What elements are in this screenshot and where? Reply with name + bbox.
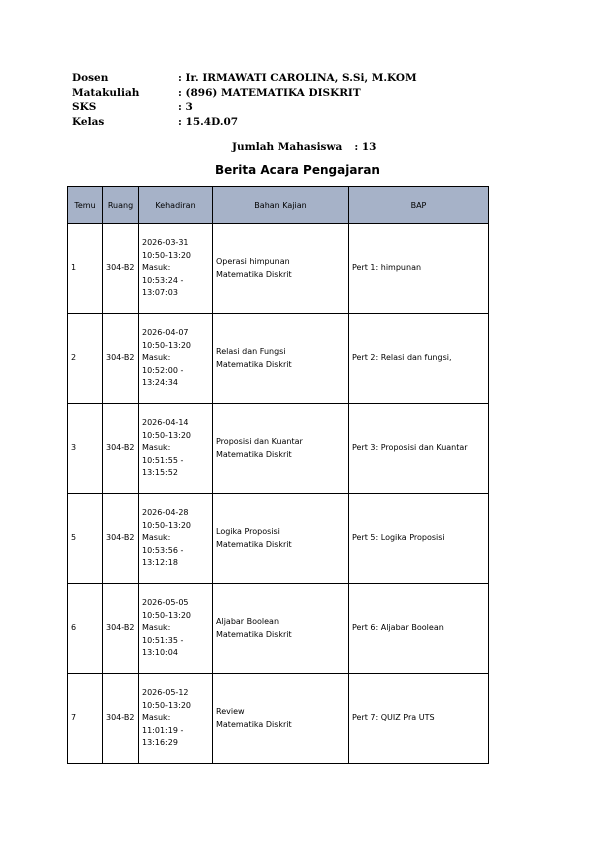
ruang-cell: 304-B2	[103, 674, 139, 764]
jumlah-mahasiswa	[232, 141, 376, 153]
dosen-row	[72, 71, 417, 86]
matakuliah-label: Matakuliah	[72, 86, 140, 99]
bahan-kajian-course: Matematika Diskrit	[216, 539, 292, 549]
kehadiran-date: 2026-04-14	[142, 418, 189, 428]
kehadiran-date: 2026-03-31	[142, 238, 189, 248]
table-row	[68, 494, 489, 584]
kehadiran-masuk-time: 10:53:24 - 13:07:03	[142, 275, 184, 298]
kehadiran-masuk-label: Masuk:	[142, 263, 171, 273]
header-bap: BAP	[349, 187, 489, 224]
bap-cell: Pert 5: Logika Proposisi	[349, 494, 489, 584]
table-row	[68, 314, 489, 404]
bahan-kajian-topic: Review	[216, 707, 245, 716]
temu-cell: 3	[68, 404, 103, 494]
kelas-value: : 15.4D.07	[178, 115, 239, 128]
bahan-kajian-course: Matematika Diskrit	[216, 449, 292, 459]
page-title: Berita Acara Pengajaran	[215, 163, 380, 177]
ruang-cell: 304-B2	[103, 224, 139, 314]
jumlah-label: Jumlah Mahasiswa	[232, 141, 343, 153]
kehadiran-time: 10:50-13:20	[142, 520, 191, 530]
kehadiran-time: 10:50-13:20	[142, 700, 191, 710]
kehadiran-cell	[139, 674, 213, 764]
bahan-kajian-topic: Aljabar Boolean	[216, 617, 280, 626]
ruang-cell: 304-B2	[103, 314, 139, 404]
ruang-cell: 304-B2	[103, 494, 139, 584]
kehadiran-masuk-label: Masuk:	[142, 713, 171, 723]
kehadiran-time: 10:50-13:20	[142, 610, 191, 620]
sks-label: SKS	[72, 101, 97, 113]
bahan-kajian-topic: Operasi himpunan	[216, 257, 290, 266]
kehadiran-time: 10:50-13:20	[142, 250, 191, 260]
bahan-kajian-cell	[213, 404, 349, 494]
kelas-row	[72, 115, 417, 130]
bap-cell: Pert 6: Aljabar Boolean	[349, 584, 489, 674]
bahan-kajian-topic: Relasi dan Fungsi	[216, 347, 286, 356]
header-temu: Temu	[68, 187, 103, 224]
kelas-label: Kelas	[72, 115, 105, 128]
kehadiran-time: 10:50-13:20	[142, 340, 191, 350]
kehadiran-masuk-time: 10:52:00 - 13:24:34	[142, 365, 184, 388]
bap-cell: Pert 2: Relasi dan fungsi,	[349, 314, 489, 404]
kehadiran-cell	[139, 224, 213, 314]
bap-cell: Pert 3: Proposisi dan Kuantar	[349, 404, 489, 494]
bap-cell: Pert 7: QUIZ Pra UTS	[349, 674, 489, 764]
temu-cell: 1	[68, 224, 103, 314]
bap-cell: Pert 1: himpunan	[349, 224, 489, 314]
bahan-kajian-cell	[213, 494, 349, 584]
table-row	[68, 674, 489, 764]
kehadiran-date: 2026-05-05	[142, 598, 189, 608]
bahan-kajian-cell	[213, 314, 349, 404]
temu-cell: 7	[68, 674, 103, 764]
bahan-kajian-cell	[213, 674, 349, 764]
header-ruang: Ruang	[103, 187, 139, 224]
bahan-kajian-course: Matematika Diskrit	[216, 719, 292, 729]
table-row	[68, 584, 489, 674]
header-bahan-kajian: Bahan Kajian	[213, 187, 349, 224]
kehadiran-masuk-label: Masuk:	[142, 533, 171, 543]
kehadiran-cell	[139, 584, 213, 674]
kehadiran-time: 10:50-13:20	[142, 430, 191, 440]
kehadiran-date: 2026-05-12	[142, 688, 189, 698]
bahan-kajian-course: Matematika Diskrit	[216, 629, 292, 639]
kehadiran-masuk-label: Masuk:	[142, 443, 171, 453]
kehadiran-masuk-time: 11:01:19 - 13:16:29	[142, 725, 184, 748]
temu-cell: 5	[68, 494, 103, 584]
kehadiran-cell	[139, 314, 213, 404]
matakuliah-value: : (896) MATEMATIKA DISKRIT	[178, 86, 361, 99]
bahan-kajian-topic: Logika Proposisi	[216, 527, 280, 536]
bahan-kajian-course: Matematika Diskrit	[216, 359, 292, 369]
bahan-kajian-course: Matematika Diskrit	[216, 269, 292, 279]
kehadiran-cell	[139, 404, 213, 494]
header-kehadiran: Kehadiran	[139, 187, 213, 224]
kehadiran-cell	[139, 494, 213, 584]
matakuliah-row	[72, 86, 417, 101]
kehadiran-masuk-time: 10:51:55 - 13:15:52	[142, 455, 184, 478]
bahan-kajian-cell	[213, 584, 349, 674]
kehadiran-date: 2026-04-07	[142, 328, 189, 338]
dosen-label: Dosen	[72, 72, 109, 84]
jumlah-value: : 13	[354, 141, 377, 153]
ruang-cell: 304-B2	[103, 404, 139, 494]
sks-value: : 3	[178, 101, 193, 113]
kehadiran-masuk-time: 10:51:35 - 13:10:04	[142, 635, 184, 658]
bahan-kajian-cell	[213, 224, 349, 314]
kehadiran-date: 2026-04-28	[142, 508, 189, 518]
sks-row	[72, 100, 417, 115]
table-header-row	[68, 187, 489, 224]
temu-cell: 6	[68, 584, 103, 674]
temu-cell: 2	[68, 314, 103, 404]
bahan-kajian-topic: Proposisi dan Kuantar	[216, 437, 303, 446]
table-row	[68, 224, 489, 314]
course-header	[72, 71, 417, 129]
table-row	[68, 404, 489, 494]
kehadiran-masuk-label: Masuk:	[142, 623, 171, 633]
dosen-value: : Ir. IRMAWATI CAROLINA, S.Si, M.KOM	[178, 72, 417, 84]
ruang-cell: 304-B2	[103, 584, 139, 674]
kehadiran-masuk-time: 10:53:56 - 13:12:18	[142, 545, 184, 568]
kehadiran-masuk-label: Masuk:	[142, 353, 171, 363]
bap-table	[67, 186, 489, 764]
